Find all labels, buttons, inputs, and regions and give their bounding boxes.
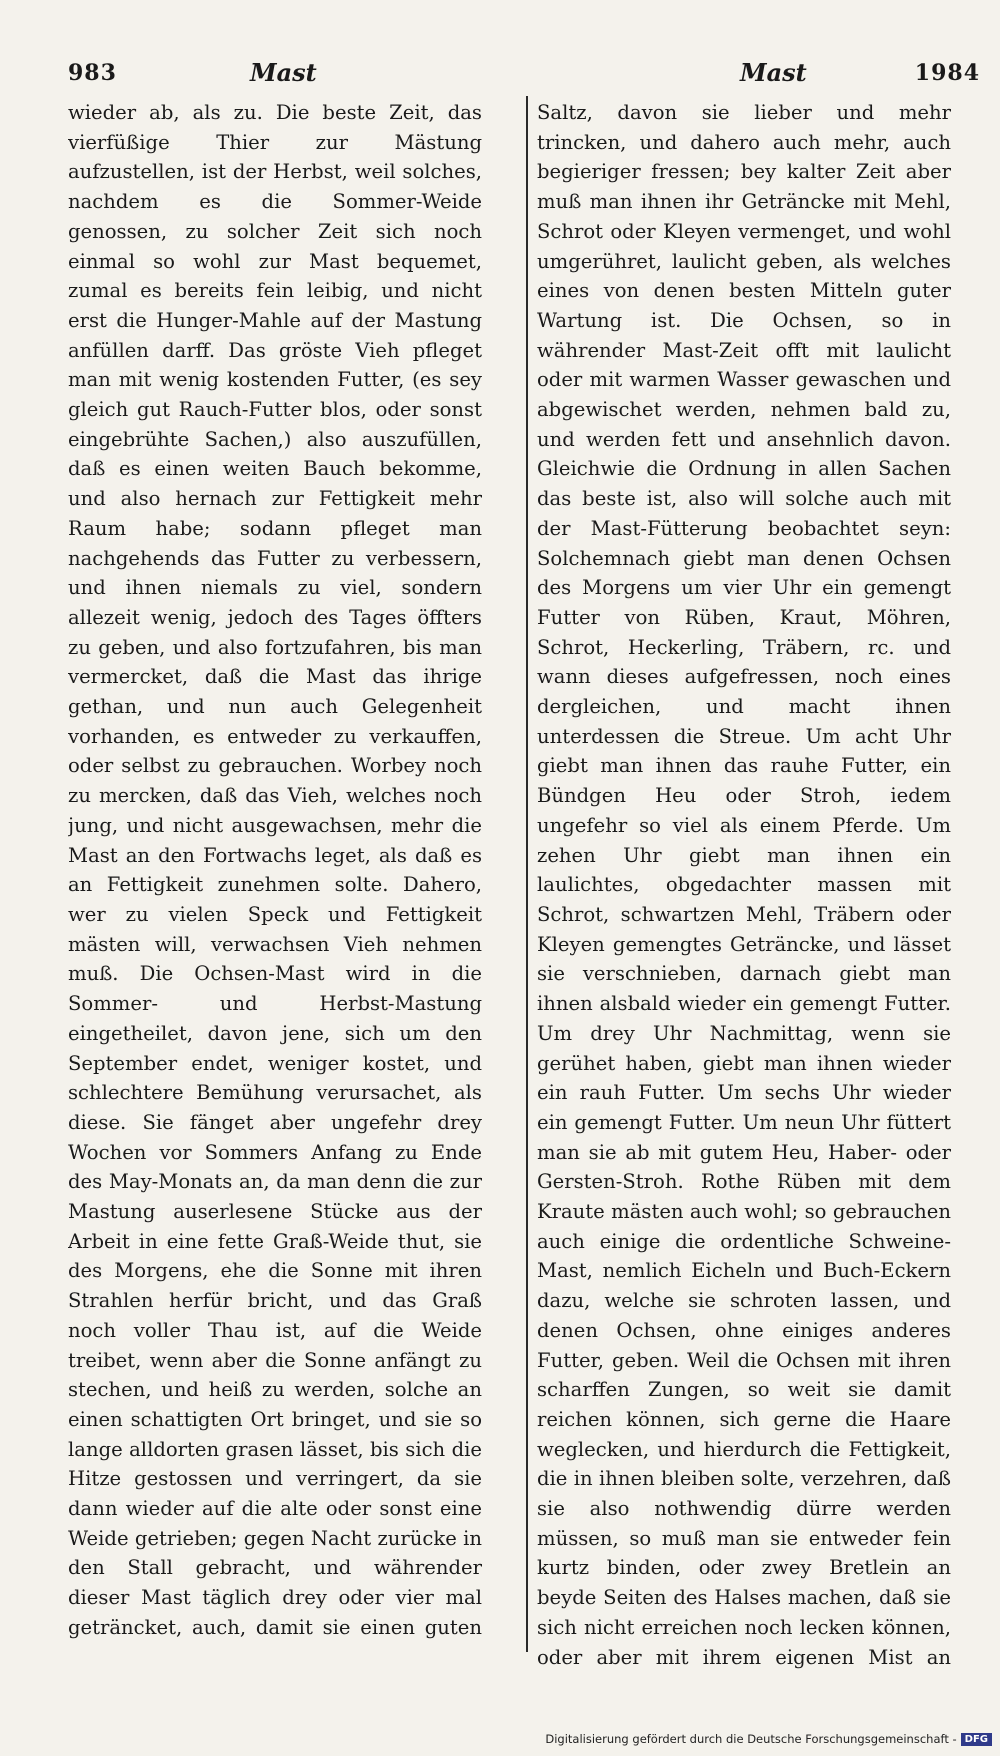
running-title-right: Mast	[740, 58, 807, 87]
running-title-left: Mast	[250, 58, 317, 87]
page-number-left: 983	[68, 60, 117, 86]
credit-text: Digitalisierung gefördert durch die Deutsche Forschungsgemeinschaft -	[545, 1732, 957, 1746]
column-right-text: Saltz, davon sie lieber und mehr trincken, und dahero auch mehr, auch begieriger fressen; bey kalter Zeit aber muß man ihnen ihr Geträncke mit Mehl, Schrot oder Kleyen vermenget, und wohl umgerühret, laulicht geben, als welches eines von denen besten Mitteln guter Wartung ist. Die Ochsen, so in währender Mast-Zeit offt mit laulicht oder mit warmen Wasser gewaschen und abgewischet werden, nehmen bald zu, und werden fett und ansehnlich davon. Gleichwie die Ordnung in allen Sachen das beste ist, also will solche auch mit der Mast-Fütterung beobachtet seyn: Solchemnach giebt man denen Ochsen des Morgens um vier Uhr ein gemengt Futter von Rüben, Kraut, Möhren, Schrot, Heckerling, Träbern, rc. und wann dieses aufgefressen, noch eines dergleichen, und macht ihnen unterdessen die Streue. Um acht Uhr giebt man ihnen das rauhe Futter, ein Bündgen Heu oder Stroh, iedem ungefehr so viel als einem Pferde. Um zehen Uhr giebt man ihnen ein laulichtes, obgedachter massen mit Schrot, schwartzen Mehl, Träbern oder Kleyen gemengtes Geträncke, und lässet sie verschnieben, darnach giebt man ihnen alsbald wieder ein gemengt Futter. Um drey Uhr Nachmittag, wenn sie gerühet haben, giebt man ihnen wieder ein rauh Futter. Um sechs Uhr wieder ein gemengt Futter. Um neun Uhr füttert man sie ab mit gutem Heu, Haber- oder Gersten-Stroh. Rothe Rüben mit dem Kraute mästen auch wohl; so gebrauchen auch einige die ordentliche Schweine-Mast, nemlich Eicheln und Buch-Eckern dazu, welche sie schroten lassen, und denen Ochsen, ohne einiges anderes Futter, geben. Weil die Ochsen mit ihren scharffen Zungen, so weit sie damit reichen können, sich gerne die Haare weglecken, und hierdurch die Fettigkeit, die in ihnen bleiben solte, verzehren, daß sie also nothwendig dürre werden müssen, so muß man sie entweder fein kurtz binden, oder zwey Bretlein an beyde Seiten des Halses machen, daß sie sich nicht erreichen noch lecken können, oder aber mit ihrem eigenen Mist an	[537, 101, 951, 1669]
digitization-credit	[545, 1730, 992, 1748]
column-divider	[526, 96, 528, 1652]
page-header	[60, 58, 990, 98]
page-number-right: 1984	[914, 60, 980, 86]
text-column-right	[537, 98, 951, 1676]
text-column-left	[68, 98, 482, 1646]
dfg-logo: DFG	[961, 1733, 992, 1746]
column-left-text: wieder ab, als zu. Die beste Zeit, das vierfüßige Thier zur Mästung aufzustellen, ist der Herbst, weil solches, nachdem es die Sommer-Weide genossen, zu solcher Zeit sich noch einmal so wohl zur Mast bequemet, zumal es bereits fein leibig, und nicht erst die Hunger-Mahle auf der Mastung anfüllen darff. Das gröste Vieh pfleget man mit wenig kostenden Futter, (es sey gleich gut Rauch-Futter blos, oder sonst eingebrühte Sachen,) also auszufüllen, daß es einen weiten Bauch bekomme, und also hernach zur Fettigkeit mehr Raum habe; sodann pfleget man nachgehends das Futter zu verbessern, und ihnen niemals zu viel, sondern allezeit wenig, jedoch des Tages öffters zu geben, und also fortzufahren, bis man vermercket, daß die Mast das ihrige gethan, und nun auch Gelegenheit vorhanden, es entweder zu verkauffen, oder selbst zu gebrauchen. Worbey noch zu mercken, daß das Vieh, welches noch jung, und nicht ausgewachsen, mehr die Mast an den Fortwachs leget, als daß es an Fettigkeit zunehmen solte. Dahero, wer zu vielen Speck und Fettigkeit mästen will, verwachsen Vieh nehmen muß. Die Ochsen-Mast wird in die Sommer- und Herbst-Mastung eingetheilet, davon jene, sich um den September endet, weniger kostet, und schlechtere Bemühung verursachet, als diese. Sie fänget aber ungefehr drey Wochen vor Sommers Anfang zu Ende des May-Monats an, da man denn die zur Mastung auserlesene Stücke aus der Arbeit in eine fette Graß-Weide thut, sie des Morgens, ehe die Sonne mit ihren Strahlen herfür bricht, und das Graß noch voller Thau ist, auf die Weide treibet, wenn aber die Sonne anfängt zu stechen, und heiß zu werden, solche an einen schattigten Ort bringet, und sie so lange alldorten grasen lässet, bis sich die Hitze gestossen und verringert, da sie dann wieder auf die alte oder sonst eine Weide getrieben; gegen Nacht zurücke in den Stall gebracht, und währender dieser Mast täglich drey oder vier mal geträncket, auch, damit sie einen guten	[68, 101, 482, 1639]
